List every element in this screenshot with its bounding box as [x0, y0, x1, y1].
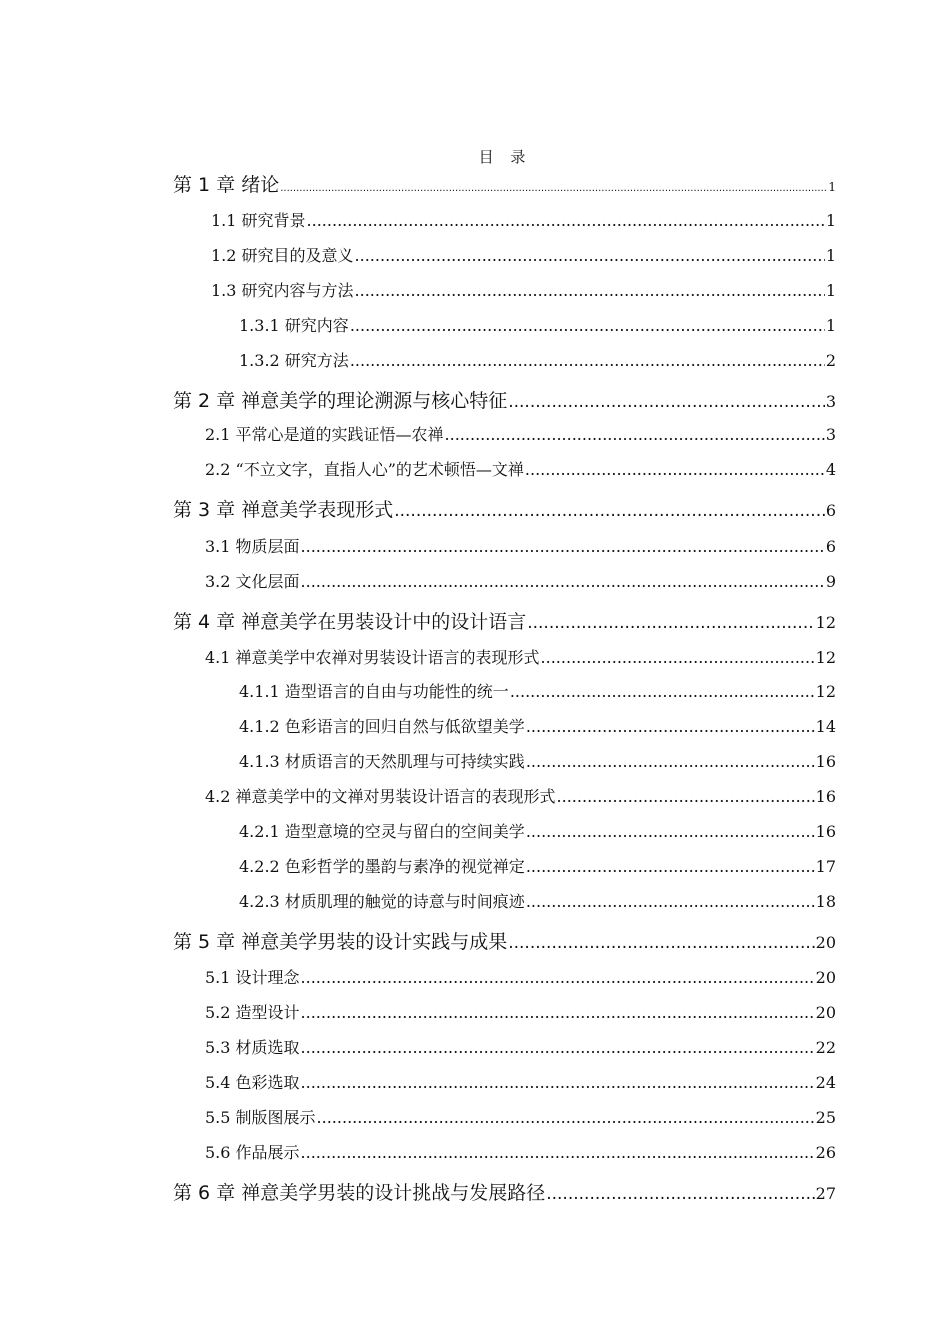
- toc-dot-leader: [317, 1108, 815, 1127]
- toc-page-number: 18: [815, 892, 836, 911]
- toc-title: 目 录: [478, 148, 532, 166]
- toc-subsection-entry[interactable]: [239, 854, 836, 877]
- toc-section-entry[interactable]: [205, 569, 836, 592]
- toc-dot-leader: [445, 425, 825, 444]
- toc-dot-leader: [526, 822, 815, 841]
- toc-chapter-entry[interactable]: [173, 386, 836, 413]
- toc-entry-label: 2.2 “不立文字，直指人心”的艺术顿悟—文禅: [205, 460, 524, 479]
- toc-entry-label: 1.1 研究背景: [211, 211, 306, 230]
- toc-entry-label: 4.2.2 色彩哲学的墨韵与素净的视觉禅定: [239, 857, 525, 876]
- toc-entry-label: 4.2.1 造型意境的空灵与留白的空间美学: [239, 822, 525, 841]
- toc-dot-leader: [526, 717, 815, 736]
- toc-section-entry[interactable]: [205, 1140, 836, 1163]
- toc-page-number: 27: [815, 1184, 836, 1203]
- toc-page-number: 6: [825, 537, 836, 556]
- toc-dot-leader: [355, 246, 825, 265]
- toc-dot-leader: [526, 752, 815, 771]
- toc-entry-label: 2.1 平常心是道的实践证悟—农禅: [205, 425, 444, 444]
- toc-entry-label: 1.3.1 研究内容: [239, 316, 349, 335]
- toc-section-entry[interactable]: [205, 1035, 836, 1058]
- toc-page-number: 1: [825, 281, 836, 300]
- toc-page-number: 12: [815, 648, 836, 667]
- toc-page-number: 9: [825, 572, 836, 591]
- toc-page-number: 12: [815, 613, 836, 632]
- toc-page-number: 3: [825, 425, 836, 444]
- toc-page-number: 14: [815, 717, 836, 736]
- toc-entry-label: 第 4 章 禅意美学在男装设计中的设计语言: [173, 611, 527, 633]
- toc-entry-label: 5.6 作品展示: [205, 1143, 300, 1162]
- toc-dot-leader: [527, 613, 814, 633]
- toc-dot-leader: [307, 211, 825, 230]
- toc-entry-label: 1.3 研究内容与方法: [211, 281, 354, 300]
- toc-section-entry[interactable]: [211, 278, 836, 301]
- toc-dot-leader: [350, 316, 825, 335]
- toc-dot-leader: [541, 648, 815, 667]
- toc-dot-leader: [557, 787, 815, 806]
- toc-page-number: 17: [815, 857, 836, 876]
- toc-entry-label: 4.1 禅意美学中农禅对男装设计语言的表现形式: [205, 648, 540, 667]
- toc-entry-label: 第 1 章 绪论: [173, 174, 280, 196]
- toc-entry-label: 5.3 材质选取: [205, 1038, 300, 1057]
- toc-section-entry[interactable]: [205, 457, 836, 480]
- toc-chapter-entry[interactable]: [173, 927, 836, 954]
- toc-dot-leader: [546, 1184, 814, 1204]
- toc-subsection-entry[interactable]: [239, 679, 836, 702]
- toc-subsection-entry[interactable]: [239, 348, 836, 371]
- toc-dot-leader: [301, 1038, 815, 1057]
- toc-entry-label: 第 3 章 禅意美学表现形式: [173, 499, 394, 521]
- toc-page-number: 20: [815, 1003, 836, 1022]
- toc-dot-leader: [301, 1073, 815, 1092]
- toc-chapter-entry[interactable]: [173, 1178, 836, 1205]
- toc-section-entry[interactable]: [205, 1105, 836, 1128]
- toc-entry-label: 3.2 文化层面: [205, 572, 300, 591]
- toc-page-number: 16: [815, 822, 836, 841]
- toc-dot-leader: [355, 281, 825, 300]
- toc-entry-label: 4.1.2 色彩语言的回归自然与低欲望美学: [239, 717, 525, 736]
- toc-entry-label: 5.1 设计理念: [205, 968, 300, 987]
- toc-entry-label: 5.4 色彩选取: [205, 1073, 300, 1092]
- toc-chapter-entry[interactable]: [173, 495, 836, 522]
- toc-subsection-entry[interactable]: [239, 819, 836, 842]
- toc-page-number: 26: [815, 1143, 836, 1162]
- toc-page-number: 25: [815, 1108, 836, 1127]
- toc-page-number: 1: [825, 316, 836, 335]
- toc-subsection-entry[interactable]: [239, 313, 836, 336]
- toc-dot-leader: [280, 183, 827, 194]
- toc-subsection-entry[interactable]: [239, 714, 836, 737]
- toc-section-entry[interactable]: [211, 208, 836, 231]
- toc-page-number: 3: [825, 392, 836, 411]
- toc-dot-leader: [508, 933, 814, 953]
- toc-entry-label: 第 2 章 禅意美学的理论溯源与核心特征: [173, 390, 508, 412]
- toc-section-entry[interactable]: [205, 784, 836, 807]
- toc-page-number: 12: [815, 682, 836, 701]
- toc-dot-leader: [301, 1003, 815, 1022]
- toc-entry-label: 1.2 研究目的及意义: [211, 246, 354, 265]
- toc-page-number: 2: [825, 351, 836, 370]
- toc-chapter-entry[interactable]: [173, 170, 836, 197]
- toc-entry-label: 1.3.2 研究方法: [239, 351, 349, 370]
- toc-entry-label: 第 5 章 禅意美学男装的设计实践与成果: [173, 931, 508, 953]
- toc-entry-label: 4.1.3 材质语言的天然肌理与可持续实践: [239, 752, 525, 771]
- toc-dot-leader: [526, 857, 815, 876]
- toc-subsection-entry[interactable]: [239, 889, 836, 912]
- toc-dot-leader: [350, 351, 825, 370]
- toc-page-number: 1: [825, 211, 836, 230]
- toc-page-number: 20: [815, 968, 836, 987]
- toc-dot-leader: [510, 682, 815, 701]
- toc-page-number: 1: [825, 246, 836, 265]
- toc-page-number: 16: [815, 752, 836, 771]
- toc-dot-leader: [301, 537, 825, 556]
- toc-section-entry[interactable]: [205, 422, 836, 445]
- toc-entry-label: 5.5 制版图展示: [205, 1108, 316, 1127]
- toc-page-number: 4: [825, 460, 836, 479]
- toc-section-entry[interactable]: [205, 645, 836, 668]
- toc-entry-label: 3.1 物质层面: [205, 537, 300, 556]
- toc-dot-leader: [525, 460, 825, 479]
- toc-entry-label: 第 6 章 禅意美学男装的设计挑战与发展路径: [173, 1182, 546, 1204]
- toc-page-number: 24: [815, 1073, 836, 1092]
- toc-page-number: 1: [828, 180, 836, 194]
- toc-entry-label: 4.2 禅意美学中的文禅对男装设计语言的表现形式: [205, 787, 556, 806]
- toc-dot-leader: [301, 968, 815, 987]
- toc-page-number: 22: [815, 1038, 836, 1057]
- toc-dot-leader: [301, 572, 825, 591]
- toc-section-entry[interactable]: [205, 1070, 836, 1093]
- toc-section-entry[interactable]: [205, 534, 836, 557]
- toc-dot-leader: [394, 501, 825, 521]
- toc-entry-label: 4.2.3 材质肌理的触觉的诗意与时间痕迹: [239, 892, 525, 911]
- toc-page-number: 16: [815, 787, 836, 806]
- toc-page-number: 6: [825, 501, 836, 520]
- toc-section-entry[interactable]: [211, 243, 836, 266]
- toc-page-number: 20: [815, 933, 836, 952]
- toc-entry-label: 4.1.1 造型语言的自由与功能性的统一: [239, 682, 509, 701]
- toc-subsection-entry[interactable]: [239, 749, 836, 772]
- toc-entry-label: 5.2 造型设计: [205, 1003, 300, 1022]
- toc-section-entry[interactable]: [205, 1000, 836, 1023]
- toc-section-entry[interactable]: [205, 965, 836, 988]
- toc-dot-leader: [301, 1143, 815, 1162]
- toc-dot-leader: [526, 892, 815, 911]
- toc-chapter-entry[interactable]: [173, 607, 836, 634]
- toc-dot-leader: [508, 392, 825, 412]
